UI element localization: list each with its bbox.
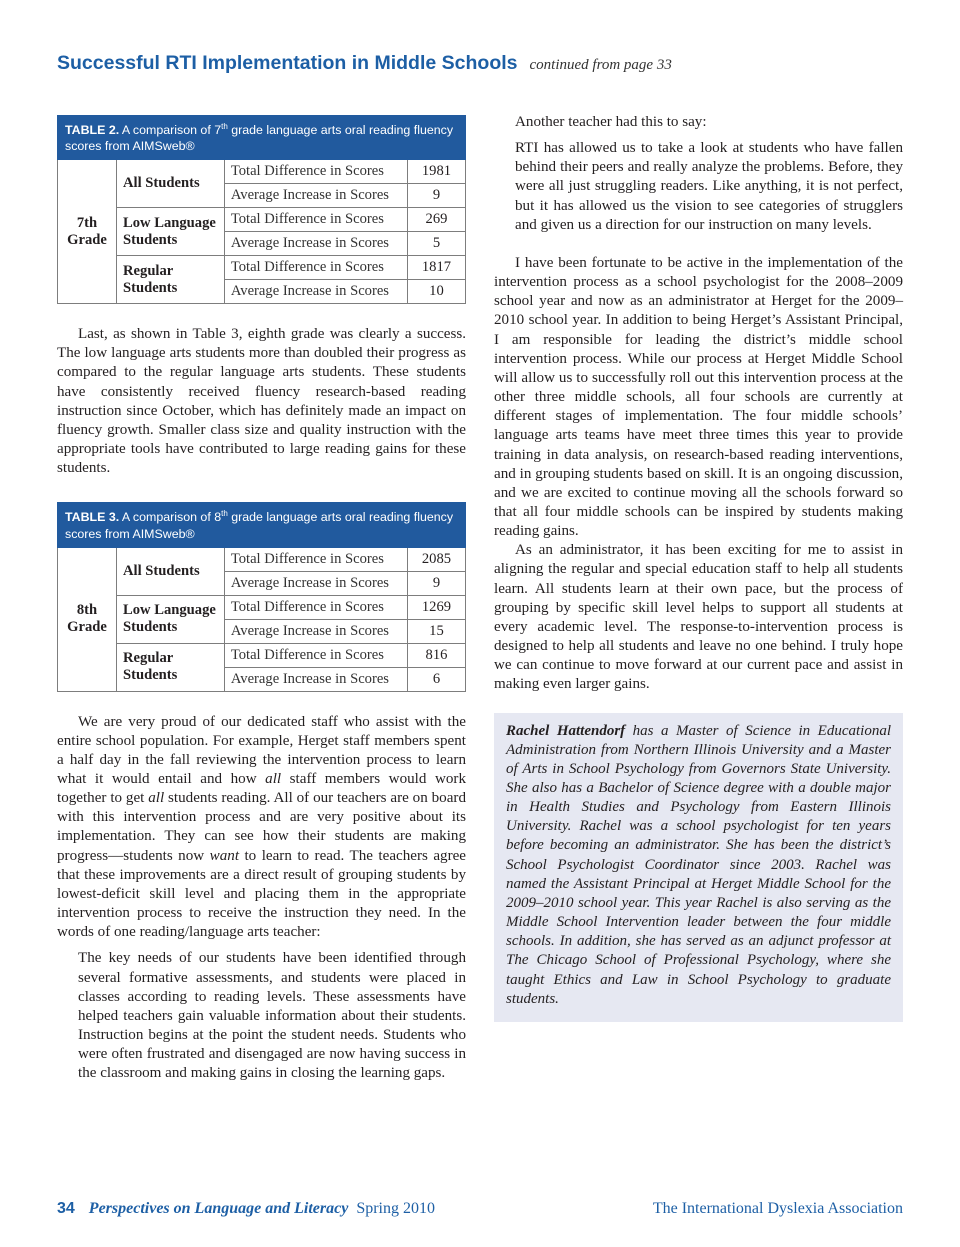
metric-cell: Total Difference in Scores xyxy=(224,547,407,571)
group-cell: Low Language Students xyxy=(117,595,225,643)
table-row xyxy=(58,643,466,667)
group-cell: All Students xyxy=(117,160,225,208)
continued-note: continued from page 33 xyxy=(529,57,672,73)
metric-cell: Average Increase in Scores xyxy=(224,619,407,643)
page-number: 34 xyxy=(57,1200,75,1217)
metric-cell: Average Increase in Scores xyxy=(224,667,407,691)
metric-cell: Total Difference in Scores xyxy=(224,643,407,667)
metric-cell: Total Difference in Scores xyxy=(224,595,407,619)
paragraph: We are very proud of our dedicated staff who assist with the entire school population. For example, Herget staff members spent a half day in the fall reviewing the intervention process to learn what it would entail and how all staff members would work together to get all students reading. All of our teachers are on board with this intervention process and are very positive about its implementation. They can see how their students are making progress—students now want to learn to read. The teachers agree that these improvements are a direct result of grouping students by lowest-deficit skill level and placing them in the appropriate intervention process to receive the instruction they need. In the words of one reading/language arts teacher: xyxy=(57,713,467,941)
value-cell: 2085 xyxy=(407,547,465,571)
table-row xyxy=(58,547,466,571)
value-cell: 5 xyxy=(407,232,465,256)
group-cell: Regular Students xyxy=(117,643,225,691)
table-row xyxy=(58,595,466,619)
value-cell: 1981 xyxy=(407,160,465,184)
teacher-quote: RTI has allowed us to take a look at students who have fallen behind their peers and really analyze the problems. Before, they were all just struggling readers. Like anything, it is not perfect, but it has allowed us the vision to see categories of strugglers and given us a direction for our instruction on many levels. xyxy=(515,140,903,233)
paragraph: Last, as shown in Table 3, eighth grade was clearly a success. The low language arts students more than doubled their progress as compared to the regular language arts students. These students have consistently received fluency research-based reading instruction since October, which has definitely made an impact on fluency growth. Smaller class size and quality instruction with the appropriate tools have contributed to large reading gains for these students. xyxy=(57,326,466,477)
paragraph: I have been fortunate to be active in the implementation of the intervention process as a school psychologist for the 2008–2009 school year and now as an administrator at Herget for the 2009–2010 school year. In addition to being Herget’s Assistant Principal, I am responsible for leading the district’s middle school intervention process. While our process at Herget Middle School will allow us to successfully roll out this intervention process at the other three middle schools, all four schools are currently at different stages of implementation. The four middle schools’ language arts teams have meet three times this year to provide training in data analysis, on research-based reading interventions, and in grouping students based on skill. It is an ongoing discussion, and we are excited to continue moving all the schools forward so that all four middle schools can be inspired by students making reading gains. xyxy=(494,254,903,540)
value-cell: 9 xyxy=(407,184,465,208)
left-column xyxy=(57,115,466,1083)
journal-title: Perspectives on Language and Literacy xyxy=(88,1200,349,1217)
metric-cell: Total Difference in Scores xyxy=(224,256,407,280)
group-cell: Regular Students xyxy=(117,256,225,304)
teacher-quote: The key needs of our students have been identified through several formative assessments, and students were placed in classes according to reading levels. These assessments have helped teachers gain valuable information about their students. Instruction begins at the point the student needs. Students who were often frustrated and disengaged are now having success in the classroom and making gains in closing the learning gaps. xyxy=(78,950,466,1082)
right-column xyxy=(494,113,903,1022)
issue-label: Spring 2010 xyxy=(356,1200,435,1217)
group-cell: Low Language Students xyxy=(117,208,225,256)
table-row xyxy=(58,256,466,280)
table-3-caption: TABLE 3. A comparison of 8th grade language arts oral reading fluency scores from AIMSweb® xyxy=(58,503,466,547)
value-cell: 269 xyxy=(407,208,465,232)
metric-cell: Average Increase in Scores xyxy=(224,184,407,208)
metric-cell: Average Increase in Scores xyxy=(224,571,407,595)
metric-cell: Total Difference in Scores xyxy=(224,208,407,232)
table-3 xyxy=(57,502,466,691)
metric-cell: Total Difference in Scores xyxy=(224,160,407,184)
page-header xyxy=(57,52,672,75)
metric-cell: Average Increase in Scores xyxy=(224,232,407,256)
grade-cell: 7th Grade xyxy=(58,160,117,304)
organization-name: The International Dyslexia Association xyxy=(652,1200,903,1217)
value-cell: 6 xyxy=(407,667,465,691)
value-cell: 10 xyxy=(407,280,465,304)
author-bio-box xyxy=(494,713,903,1022)
author-bio-text: has a Master of Science in Educational Administration from Northern Illinois University and a Master of Arts in School Psychology from Governors State University. She also has a Bachelor of Science degree with a double major in Health Studies and Psychology from Eastern Illinois University. Rachel was a school psychologist for ten years before becoming an administrator. She has been the district’s School Psychologist Coordinator since 2003. Rachel was named the Assistant Principal at Herget Middle School for the 2009–2010 school year. This year Rachel is also serving as the Middle School Intervention leader between the four middle schools. In addition, she has served as an adjunct professor at The Chicago School of Professional Psychology, where she taught Ethics and Law in School Psychology to graduate students. xyxy=(506,722,891,1007)
table-row xyxy=(58,160,466,184)
author-name: Rachel Hattendorf xyxy=(506,722,626,739)
value-cell: 1817 xyxy=(407,256,465,280)
article-title: Successful RTI Implementation in Middle Schools xyxy=(57,52,518,74)
value-cell: 1269 xyxy=(407,595,465,619)
table-2-caption: TABLE 2. A comparison of 7th grade language arts oral reading fluency scores from AIMSweb® xyxy=(58,116,466,160)
value-cell: 816 xyxy=(407,643,465,667)
page-footer xyxy=(57,1200,903,1218)
grade-cell: 8th Grade xyxy=(58,547,117,691)
group-cell: All Students xyxy=(117,547,225,595)
intro-line: Another teacher had this to say: xyxy=(515,114,707,130)
table-2 xyxy=(57,115,466,304)
value-cell: 9 xyxy=(407,571,465,595)
paragraph: As an administrator, it has been exciting for me to assist in aligning the regular and special education staff to help all students learn. All students learn at their own pace, but the process of grouping by specific skill level helps to support all students at every academic level. The response-to-intervention process is designed to help all students and leave no one behind. I truly hope we can continue to move forward at our current pace and assist in making even larger gains. xyxy=(494,542,903,693)
value-cell: 15 xyxy=(407,619,465,643)
table-row xyxy=(58,208,466,232)
metric-cell: Average Increase in Scores xyxy=(224,280,407,304)
